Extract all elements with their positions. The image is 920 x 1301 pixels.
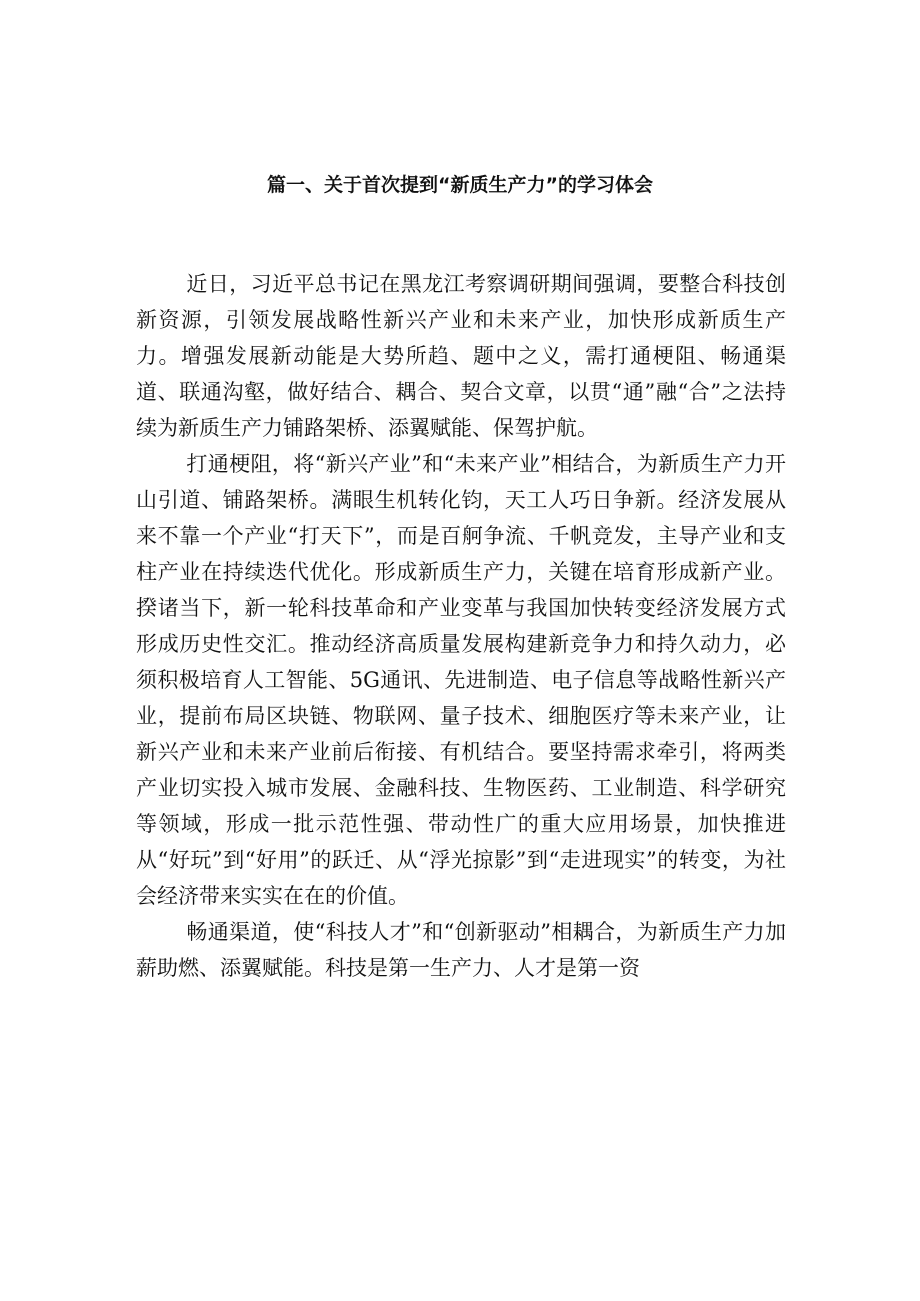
document-body: [136, 266, 786, 986]
paragraph-2: 打通梗阻，将“新兴产业”和“未来产业”相结合，为新质生产力开山引道、铺路架桥。满眼生机转化钧，天工人巧日争新。经济发展从来不靠一个产业“打天下”，而是百舸争流、千帆竞发，主导产业和支柱产业在持续迭代优化。形成新质生产力，关键在培育形成新产业。揆诸当下，新一轮科技革命和产业变革与我国加快转变经济发展方式形成历史性交汇。推动经济高质量发展构建新竞争力和持久动力，必须积极培育人工智能、5G通讯、先进制造、电子信息等战略性新兴产业，提前布局区块链、物联网、量子技术、细胞医疗等未来产业，让新兴产业和未来产业前后衔接、有机结合。要坚持需求牵引，将两类产业切实投入城市发展、金融科技、生物医药、工业制造、科学研究等领域，形成一批示范性强、带动性广的重大应用场景，加快推进从“好玩”到“好用”的跃迁、从“浮光掠影”到“走进现实”的转变，为社会经济带来实实在在的价值。: [136, 452, 786, 908]
paragraph-1: 近日，习近平总书记在黑龙江考察调研期间强调，要整合科技创新资源，引领发展战略性新兴产业和未来产业，加快形成新质生产力。增强发展新动能是大势所趋、题中之义，需打通梗阻、畅通渠道、联通沟壑，做好结合、耦合、契合文章，以贯“通”融“合”之法持续为新质生产力铺路架桥、添翼赋能、保驾护航。: [136, 272, 786, 440]
document-title: 篇一、关于首次提到“新质生产力”的学习体会: [267, 174, 653, 196]
paragraph-3: 畅通渠道，使“科技人才”和“创新驱动”相耦合，为新质生产力加薪助燃、添翼赋能。科技是第一生产力、人才是第一资: [136, 920, 786, 980]
